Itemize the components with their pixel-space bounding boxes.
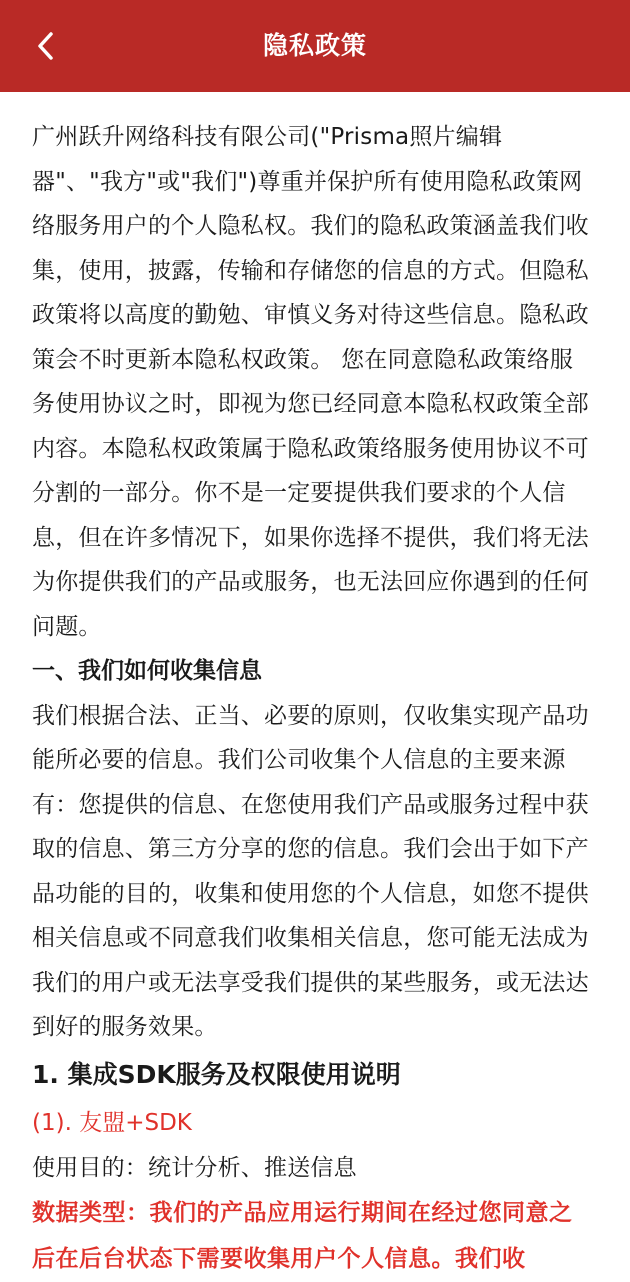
sdk-data-type: 数据类型：我们的产品应用运行期间在经过您同意之后在后台状态下需要收集用户个人信息。我们收 [32, 1200, 573, 1272]
privacy-policy-content [32, 115, 592, 1282]
page-title: 隐私政策 [262, 31, 367, 60]
app-header [0, 0, 630, 92]
intro-paragraph: 广州跃升网络科技有限公司("Prisma照片编辑器"、"我方"或"我们")尊重并保护所有使用隐私政策网络服务用户的个人隐私权。我们的隐私政策涵盖我们收集，使用，披露，传输和存储您的信息的方式。但隐私政策将以高度的勤勉、审慎义务对待这些信息。隐私政策会不时更新本隐私权政策。 您在同意隐私政策络服务使用协议之时，即视为您已经同意本隐私权政策全部内容。本隐私权政策属于隐私政策络服务使用协议不可分割的一部分。你不是一定要提供我们要求的个人信息，但在许多情况下，如果你选择不提供，我们将无法为你提供我们的产品或服务，也无法回应你遇到的任何问题。 [32, 124, 589, 640]
sdk-purpose: 使用目的：统计分析、推送信息 [32, 1154, 357, 1181]
section-heading: 一、我们如何收集信息 [32, 658, 262, 684]
section-paragraph: 我们根据合法、正当、必要的原则，仅收集实现产品功能所必要的信息。我们公司收集个人信息的主要来源有：您提供的信息、在您使用我们产品或服务过程中获取的信息、第三方分享的您的信息。我们会出于如下产品功能的目的，收集和使用您的个人信息，如您不提供相关信息或不同意我们收集相关信息，您可能无法成为我们的用户或无法享受我们提供的某些服务，或无法达到好的服务效果。 [32, 702, 589, 1040]
subsection-heading: 1. 集成SDK服务及权限使用说明 [32, 1059, 401, 1089]
sdk-item-title: (1). 友盟+SDK [32, 1109, 192, 1136]
